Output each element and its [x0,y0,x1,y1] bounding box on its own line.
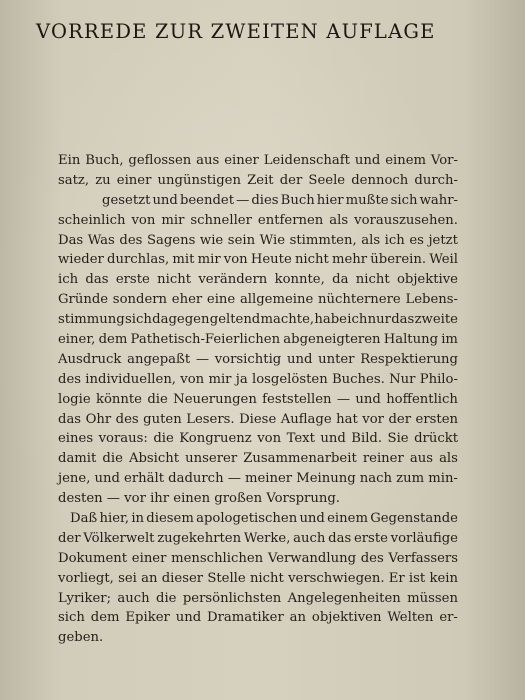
text-line: logie könnte die Neuerungen feststellen — und hoffentlich [58,391,458,407]
text-line: einer, dem Pathetisch-Feierlichen abgeneigteren Haltung im [58,332,458,348]
text-line: vorliegt, sei an dieser Stelle nicht verschwiegen. Er ist kein [58,570,458,586]
text-line: Dokument einer menschlichen Verwandlung des Verfassers [58,550,458,566]
text-line: gesetzt und beendet — dies Buch hier mußte sich wahr- [102,192,458,208]
text-line: wieder durchlas, mit mir von Heute nicht mehr überein. Weil [58,252,458,268]
text-line: des individuellen, von mir ja losgelösten Buches. Nur Philo- [58,371,458,387]
text-line: Gründe sondern eher eine allgemeine nüchternere Lebens- [58,292,458,308]
text-line: satz, zu einer ungünstigen Zeit der Seele dennoch durch- [58,172,458,188]
text-line: scheinlich von mir schneller entfernen als vorauszusehen. [58,212,458,228]
text-line: stimmung sich dagegen geltend machte, habe ich nur das zweite [58,312,458,328]
text-line: geben. [58,630,104,646]
text-line: desten — vor ihr einen großen Vorsprung. [58,491,340,507]
text-line: das Ohr des guten Lesers. Diese Auflage hat vor der ersten [58,411,458,427]
text-line: damit die Absicht unserer Zusammenarbeit reiner aus als [58,451,458,467]
text-line: Ein Buch, geflossen aus einer Leidenschaft und einem Vor- [58,153,458,168]
page-heading: VORREDE ZUR ZWEITEN AUFLAGE [36,20,436,43]
text-line: der Völkerwelt zugekehrten Werke, auch das erste vorläufige [58,530,458,546]
text-line: sich dem Epiker und Dramatiker an objektiven Welten er- [58,610,458,626]
text-line: Daß hier, in diesem apologetischen und einem Gegenstande [70,511,458,527]
text-line: Lyriker; auch die persönlichsten Angelegenheiten müssen [58,590,458,606]
text-line: eines voraus: die Kongruenz von Text und Bild. Sie drückt [58,431,458,447]
text-line: ich das erste nicht verändern konnte, da nicht objektive [58,272,458,288]
preface-text [58,151,458,648]
text-line: Ausdruck angepaßt — vorsichtig und unter Respektierung [58,351,458,367]
text-line: jene, und erhält dadurch — meiner Meinung nach zum min- [58,471,458,487]
text-line: Das Was des Sagens wie sein Wie stimmten, als ich es jetzt [58,232,458,248]
